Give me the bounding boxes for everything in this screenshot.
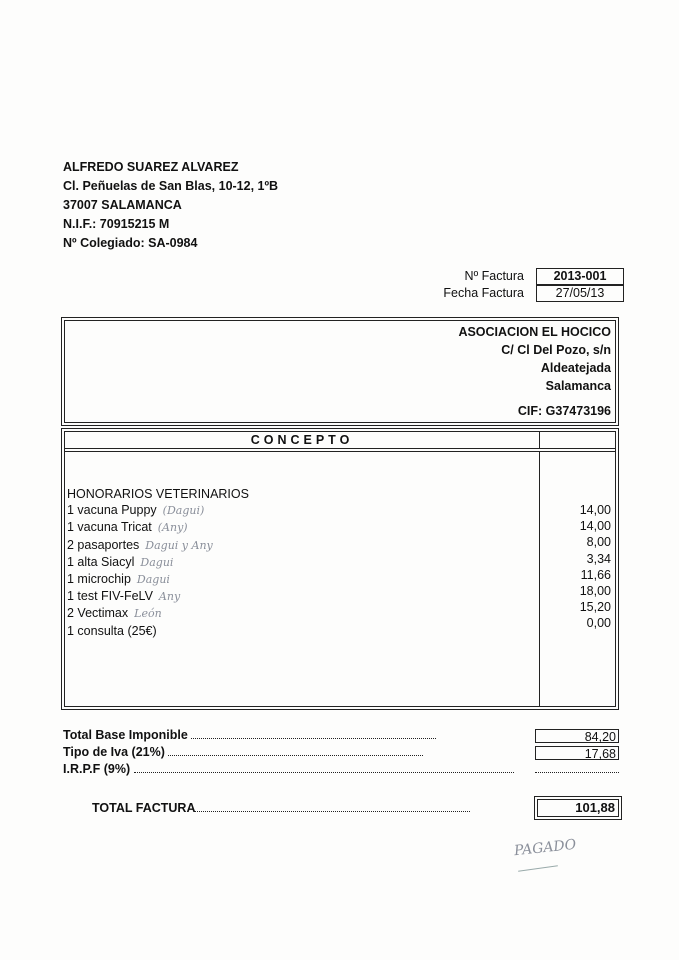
issuer-colegiado: Nº Colegiado: SA-0984 [63, 236, 198, 250]
total-box [534, 796, 622, 820]
concept-item [67, 588, 249, 605]
client-province: Salamanca [545, 379, 611, 393]
concept-item-amount: 18,00 [579, 584, 611, 599]
concept-item-amount: 15,20 [579, 600, 611, 615]
stamp-underline [518, 865, 558, 872]
invoice-number-label: Nº Factura [464, 269, 524, 283]
concept-item-amount: 8,00 [586, 535, 611, 550]
concept-item-desc: 2 pasaportes [67, 537, 140, 552]
invoice-date-label: Fecha Factura [443, 286, 524, 300]
client-town: Aldeatejada [540, 361, 611, 375]
concept-item [67, 537, 249, 554]
concept-item-desc: 1 consulta (25€) [67, 623, 157, 638]
paid-stamp: PAGADO [513, 836, 577, 860]
concept-item-desc: 1 vacuna Tricat [67, 520, 152, 535]
issuer-city: 37007 SALAMANCA [63, 198, 182, 212]
concept-item-handwritten-note: (Dagui) [162, 504, 205, 518]
client-box [61, 317, 619, 426]
concept-table [61, 428, 619, 710]
concept-item-amount: 3,34 [586, 551, 611, 566]
concept-header: CONCEPTO [65, 432, 540, 448]
irpf-label: I.R.P.F (9%) [63, 762, 131, 776]
issuer-name: ALFREDO SUAREZ ALVAREZ [63, 160, 239, 174]
client-cif: CIF: G37473196 [517, 404, 611, 418]
concept-item-desc: 1 test FIV-FeLV [67, 589, 153, 604]
concept-item-desc: 2 Vectimax [67, 606, 129, 621]
base-value: 84,20 [535, 729, 619, 743]
iva-label: Tipo de Iva (21%) [63, 745, 165, 759]
concept-item-handwritten-note: Any [158, 590, 181, 604]
total-value: 101,88 [537, 799, 619, 817]
concept-item-amount: 11,66 [580, 567, 611, 582]
concept-item [67, 605, 249, 622]
issuer-address: Cl. Peñuelas de San Blas, 10-12, 1ºB [63, 179, 279, 193]
iva-value: 17,68 [535, 746, 619, 760]
base-label: Total Base Imponible [63, 728, 188, 742]
concept-item-handwritten-note: (Any) [157, 521, 188, 535]
issuer-nif: N.I.F.: 70915215 M [63, 217, 170, 231]
total-label-row [92, 801, 470, 815]
concept-item [67, 623, 249, 639]
concept-item [67, 554, 249, 571]
client-name: ASOCIACION EL HOCICO [458, 325, 611, 339]
client-street: C/ Cl Del Pozo, s/n [501, 343, 611, 357]
concept-item-amount: 14,00 [579, 503, 611, 517]
invoice-date: 27/05/13 [536, 285, 624, 302]
invoice-number: 2013-001 [536, 268, 624, 285]
concept-lines [67, 486, 249, 639]
irpf-value-dots [535, 772, 619, 773]
concept-item-desc: 1 microchip [67, 572, 131, 587]
concept-item-desc: 1 vacuna Puppy [67, 503, 157, 518]
total-label: TOTAL FACTURA [92, 801, 196, 815]
concept-item-desc: 1 alta Siacyl [67, 554, 135, 569]
concept-item-amount: 14,00 [579, 519, 611, 534]
totals-block [63, 727, 514, 778]
concept-item-amount: 0,00 [586, 616, 611, 631]
issuer-block [63, 158, 278, 253]
concept-section: HONORARIOS VETERINARIOS [67, 487, 249, 501]
concept-item-handwritten-note: Dagui [140, 555, 174, 569]
column-divider [539, 451, 540, 706]
concept-item [67, 502, 249, 519]
concept-item [67, 571, 249, 588]
concept-item-handwritten-note: Dagui [136, 573, 170, 587]
concept-item-handwritten-note: León [134, 607, 162, 621]
concept-amounts [580, 502, 611, 632]
concept-item-handwritten-note: Dagui y Any [145, 538, 213, 552]
concept-item [67, 519, 249, 536]
